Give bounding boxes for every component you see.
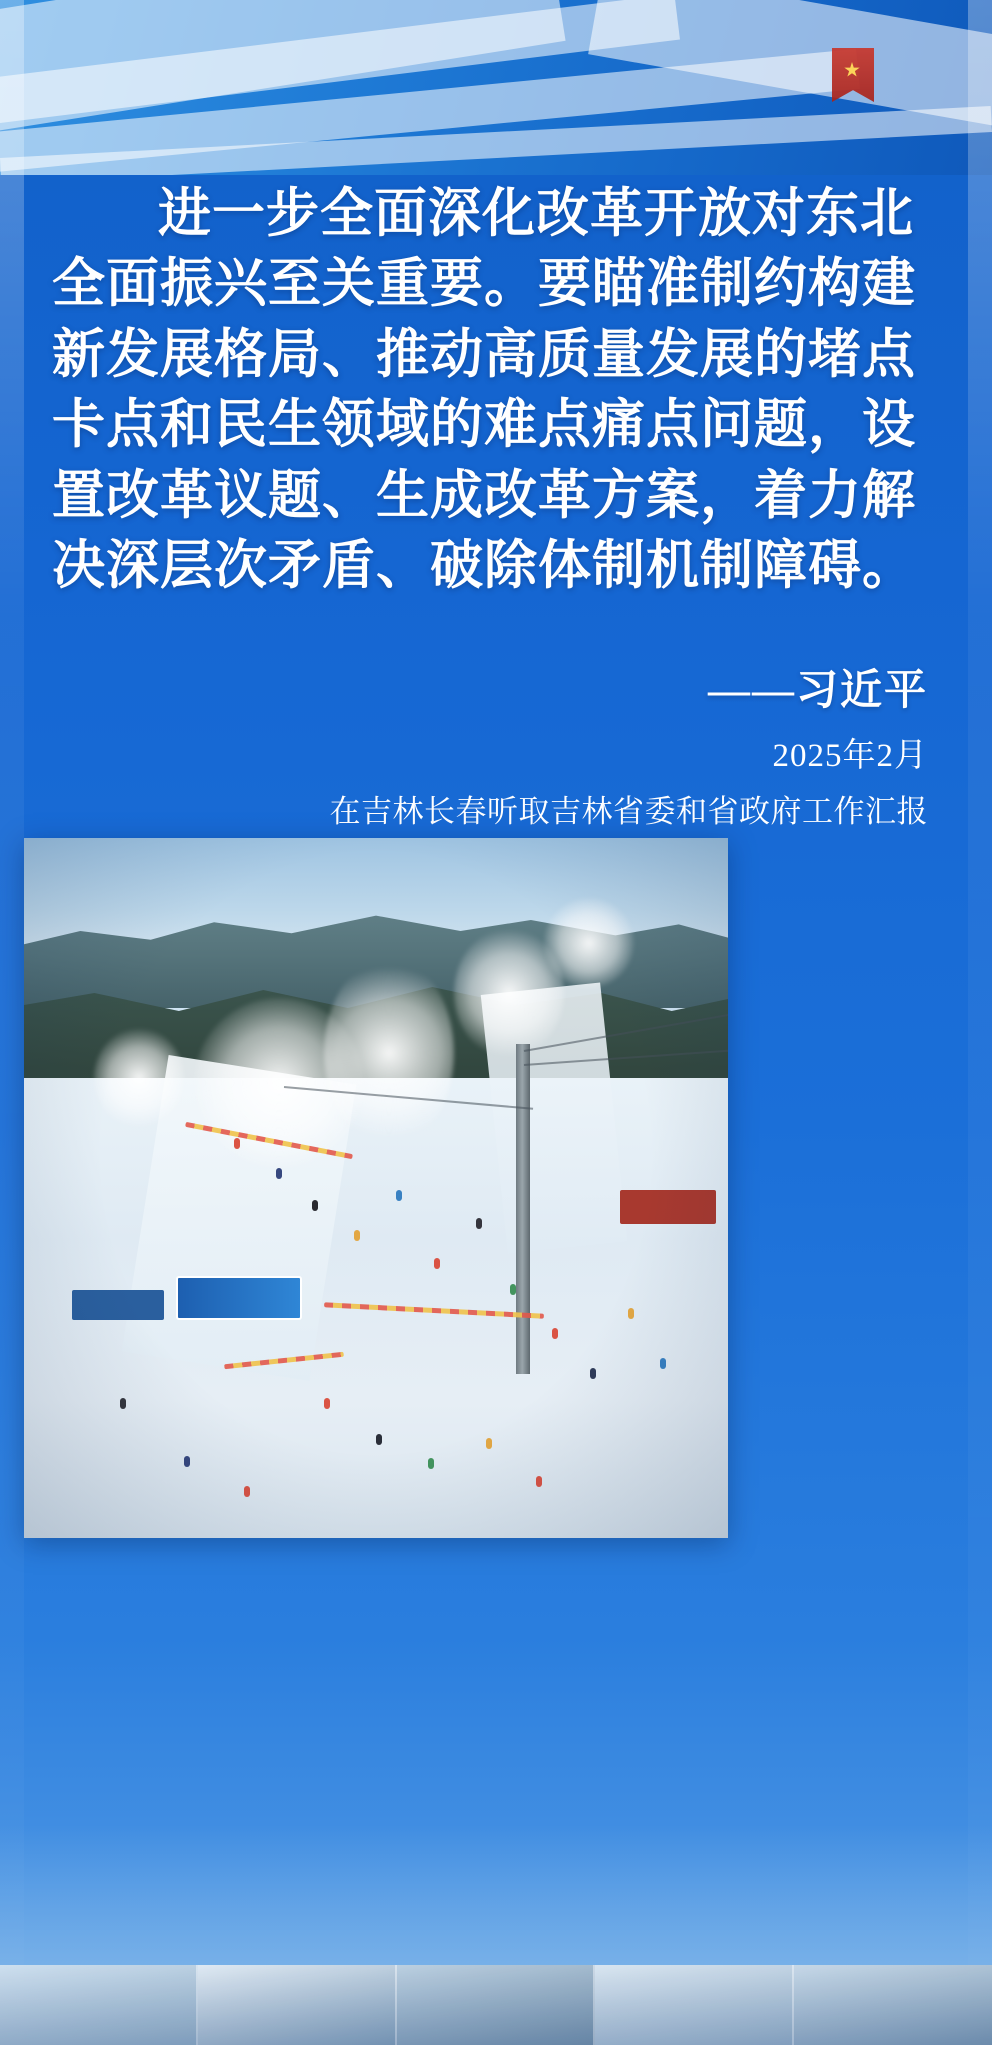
filmstrip-cell xyxy=(595,1965,793,2045)
filmstrip-cell xyxy=(0,1965,198,2045)
photo-vignette xyxy=(24,838,728,1538)
bottom-filmstrip xyxy=(0,1965,992,2045)
filmstrip-cell xyxy=(794,1965,992,2045)
attribution-speaker: 习近平 xyxy=(795,667,928,714)
bottom-glow xyxy=(0,1825,992,1965)
attribution xyxy=(52,657,942,831)
attribution-date: 2025年2月 xyxy=(772,737,928,774)
filmstrip-cell xyxy=(397,1965,595,2045)
attribution-dash: —— xyxy=(707,667,796,714)
filmstrip-cell xyxy=(198,1965,396,2045)
photo-inner xyxy=(24,838,728,1538)
top-decorative-band xyxy=(0,0,992,175)
ski-resort-photo xyxy=(24,838,728,1538)
quote-text: 进一步全面深化改革开放对东北全面振兴至关重要。要瞄准制约构建新发展格局、推动高质量发展的堵点卡点和民生领域的难点痛点问题，设置改革议题、生成改革方案，着力解决深层次矛盾、破除体制机制障碍。 xyxy=(52,182,916,597)
attribution-occasion: 在吉林长春听取吉林省委和省政府工作汇报 xyxy=(329,793,928,829)
quote-block xyxy=(52,178,942,831)
right-light-rail xyxy=(968,0,992,2045)
attribution-name xyxy=(52,657,928,717)
left-light-rail xyxy=(0,0,24,2045)
